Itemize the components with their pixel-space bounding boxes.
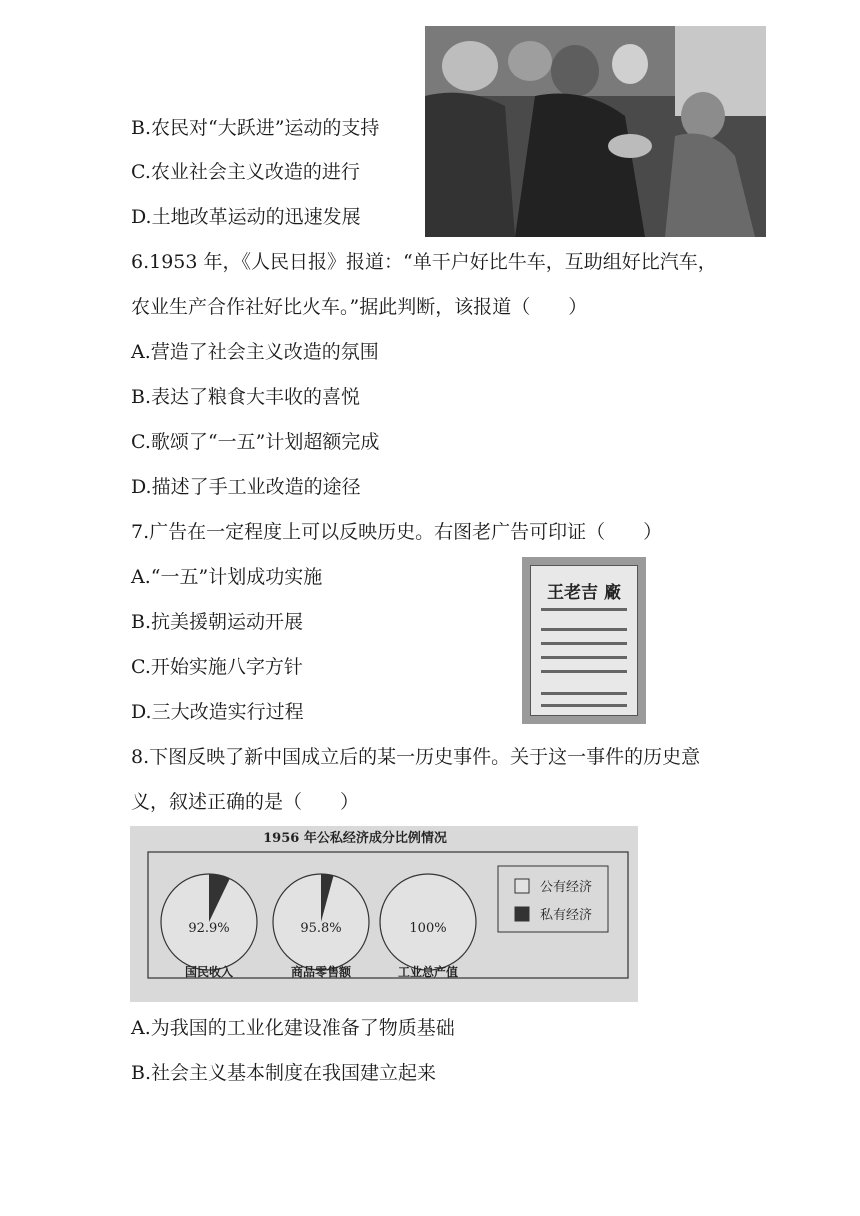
q8-option-a: A.为我国的工业化建设准备了物质基础 [131, 1017, 455, 1039]
ad-text-line [541, 656, 627, 659]
ad-text-line [541, 628, 627, 631]
legend-label-private: 私有经济 [540, 908, 593, 923]
q8-stem-line1: 8.下图反映了新中国成立后的某一历史事件。关于这一事件的历史意 [131, 746, 701, 768]
q7-option-c: C.开始实施八字方针 [131, 656, 303, 678]
q7-stem: 7.广告在一定程度上可以反映历史。右图老广告可印证（ ） [131, 521, 663, 543]
q8-option-b: B.社会主义基本制度在我国建立起来 [131, 1062, 437, 1084]
q5-option-c: C.农业社会主义改造的进行 [131, 161, 360, 183]
chart-title: 1956 年公私经济成分比例情况 [263, 831, 447, 846]
q5-photo [425, 26, 766, 237]
legend-swatch-private [515, 907, 529, 921]
pie-value-label: 100% [409, 921, 447, 936]
q5-option-b: B.农民对“大跃进”运动的支持 [131, 117, 380, 139]
pie-value-label: 95.8% [300, 921, 342, 936]
pie-category-label: 工业总产值 [397, 965, 459, 979]
ad-text-line [541, 642, 627, 645]
q6-option-d: D.描述了手工业改造的途径 [131, 476, 361, 498]
advertisement-panel [530, 565, 638, 716]
q6-option-c: C.歌颂了“一五”计划超额完成 [131, 431, 380, 453]
q5-option-d: D.土地改革运动的迅速发展 [131, 206, 361, 228]
ad-text-line [541, 670, 627, 673]
advertisement-title: 王老吉 廠 [547, 583, 621, 603]
legend-swatch-public [515, 879, 529, 893]
q7-option-a: A.“一五”计划成功实施 [131, 566, 323, 588]
ad-text-line [541, 608, 627, 611]
q6-option-a: A.营造了社会主义改造的氛围 [131, 341, 379, 363]
pie-group [161, 874, 476, 979]
q6-option-b: B.表达了粮食大丰收的喜悦 [131, 386, 361, 408]
old-advertisement [522, 557, 646, 724]
q6-stem-line1: 6.1953 年，《人民日报》报道：“单干户好比牛车，互助组好比汽车， [131, 251, 717, 273]
pie-value-label: 92.9% [188, 921, 230, 936]
pie-category-label: 国民收入 [184, 965, 234, 979]
ad-text-line [541, 704, 627, 707]
pie-chart-svg [130, 826, 638, 1002]
crowd-photo-image [425, 26, 766, 237]
q6-stem-line2: 农业生产合作社好比火车。”据此判断，该报道（ ） [131, 296, 588, 318]
q7-option-d: D.三大改造实行过程 [131, 701, 304, 723]
legend-label-public: 公有经济 [540, 880, 593, 895]
pie-category-label: 商品零售额 [290, 965, 352, 979]
q7-option-b: B.抗美援朝运动开展 [131, 611, 304, 633]
economic-composition-chart [130, 826, 638, 1002]
q8-stem-line2: 义，叙述正确的是（ ） [131, 791, 360, 813]
ad-text-line [541, 692, 627, 695]
